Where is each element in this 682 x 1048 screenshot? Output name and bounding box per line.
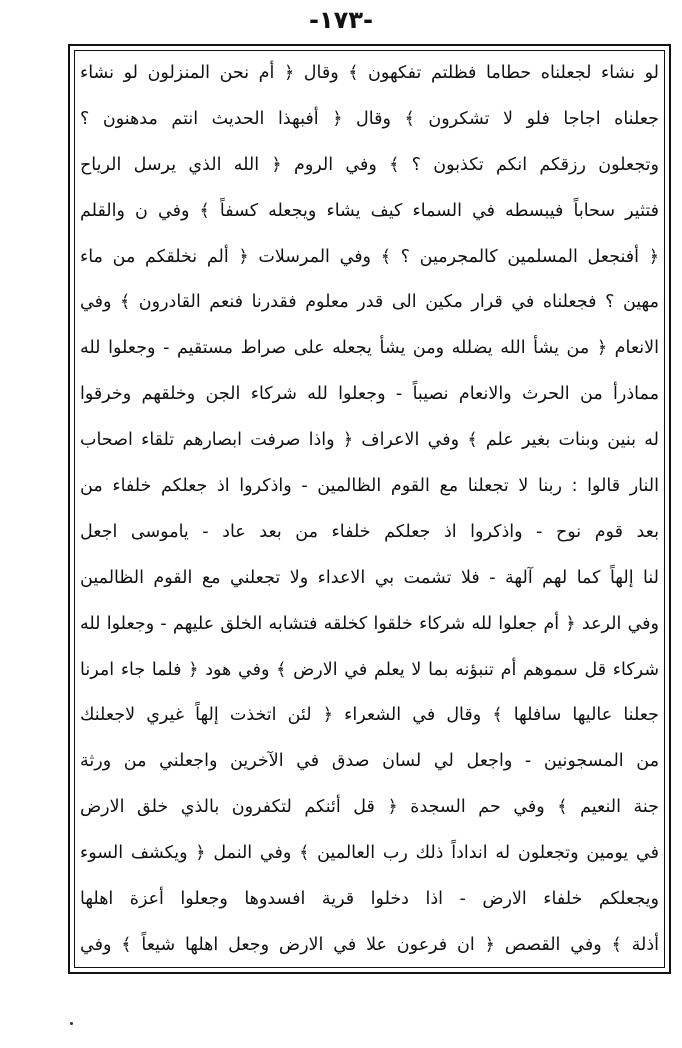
text-line-17: جنة النعيم ﴾ وفي حم السجدة ﴿ قل أئنكم لتكفرون بالذي خلق الارض xyxy=(80,797,659,818)
text-line-1: لو نشاء لجعلناه حطاما فظلتم تفكهون ﴾ وقال ﴿ أم نحن المنزلون لو نشاء xyxy=(80,63,659,83)
scan-speck xyxy=(70,1022,73,1025)
text-line-3: وتجعلون رزقكم انكم تكذبون ؟ ﴾ وفي الروم ﴿ الله الذي يرسل الرياح xyxy=(80,154,659,175)
text-line-16: من المسجونين - واجعل لي لسان صدق في الآخرين واجعلني من ورثة xyxy=(80,751,659,772)
text-line-14: شركاء قل سموهم أم تنبؤنه بما لا يعلم في الارض ﴾ وفي هود ﴿ فلما جاء امرنا xyxy=(80,659,659,680)
text-line-9: له بنين وبنات بغير علم ﴾ وفي الاعراف ﴿ واذا صرفت ابصارهم تلقاء اصحاب xyxy=(80,430,659,451)
text-line-8: مماذرأ من الحرث والانعام نصيباً - وجعلوا لله شركاء الجن وخلقهم وخرقوا xyxy=(80,384,659,405)
text-line-20: أذلة ﴾ وفي القصص ﴿ ان فرعون علا في الارض وجعل اهلها شيعاً ﴾ وفي xyxy=(80,934,659,955)
text-line-13: وفي الرعد ﴿ أم جعلوا لله شركاء خلقوا كخلقه فتشابه الخلق عليهم - وجعلوا لله xyxy=(80,613,659,634)
text-line-5: ﴿ أفنجعل المسلمين كالمجرمين ؟ ﴾ وفي المرسلات ﴿ ألم نخلقكم من ماء xyxy=(80,246,659,267)
text-line-4: فتثير سحاباً فيبسطه في السماء كيف يشاء ويجعله كسفاً ﴾ وفي ن والقلم xyxy=(80,200,659,221)
text-line-11: بعد قوم نوح - واذكروا اذ جعلكم خلفاء من بعد عاد - ياموسى اجعل xyxy=(80,521,659,542)
text-line-19: ويجعلكم خلفاء الارض - اذا دخلوا قرية افسدوها وجعلوا أعزة اهلها xyxy=(80,889,659,910)
text-line-6: مهين ؟ فجعلناه في قرار مكين الى قدر معلوم فقدرنا فنعم القادرون ﴾ وفي xyxy=(80,292,659,313)
text-line-2: جعلناه اجاجا فلو لا تشكرون ﴾ وقال ﴿ أفبهذا الحديث انتم مدهنون ؟ xyxy=(80,108,659,129)
text-line-12: لنا إلهاً كما لهم آلهة - فلا تشمت بي الاعداء ولا تجعلني مع القوم الظالمين xyxy=(80,567,659,588)
text-line-7: الانعام ﴿ من يشأ الله يضلله ومن يشأ يجعله على صراط مستقيم - وجعلوا لله xyxy=(80,338,659,359)
text-line-10: النار قالوا : ربنا لا تجعلنا مع القوم الظالمين - واذكروا اذ جعلكم خلفاء من xyxy=(80,476,659,497)
text-body xyxy=(80,56,659,962)
text-line-15: جعلنا عاليها سافلها ﴾ وقال في الشعراء ﴿ لئن اتخذت إلهاً غيري لاجعلنك xyxy=(80,705,659,726)
page-number: -١٧٣- xyxy=(309,6,373,34)
text-line-18: في يومين وتجعلون له انداداً ذلك رب العالمين ﴾ وفي النمل ﴿ ويكشف السوء xyxy=(80,843,659,864)
